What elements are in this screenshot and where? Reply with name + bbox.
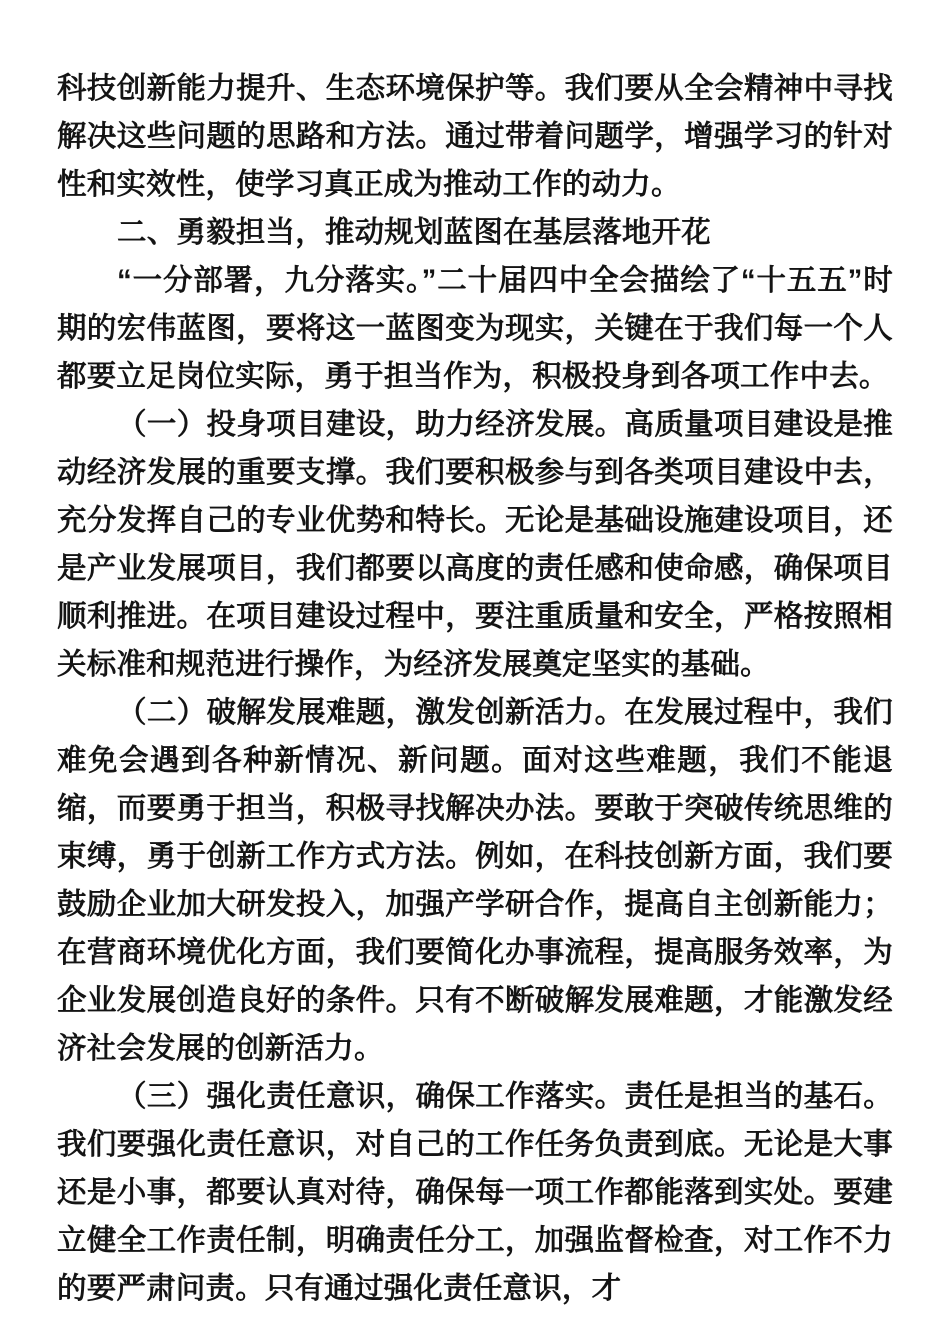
paragraph-item-three: （三）强化责任意识，确保工作落实。责任是担当的基石。我们要强化责任意识，对自己的工作任务负责到底。无论是大事还是小事，都要认真对待，确保每一项工作都能落到实处。要建立健全工作责任制，明确责任分工，加强监督检查，对工作不力的要严肃问责。只有通过强化责任意识，才 <box>57 1080 893 1305</box>
section-heading-two: 二、勇毅担当，推动规划蓝图在基层落地开花 <box>117 216 712 249</box>
paragraph-blueprint: “一分部署，九分落实。”二十届四中全会描绘了“十五五”时期的宏伟蓝图，要将这一蓝图变为现实，关键在于我们每一个人都要立足岗位实际，勇于担当作为，积极投身到各项工作中去。 <box>57 264 893 393</box>
document-body <box>57 65 893 1313</box>
paragraph-item-one: （一）投身项目建设，助力经济发展。高质量项目建设是推动经济发展的重要支撑。我们要积极参与到各类项目建设中去，充分发挥自己的专业优势和特长。无论是基础设施建设项目，还是产业发展项目，我们都要以高度的责任感和使命感，确保项目顺利推进。在项目建设过程中，要注重质量和安全，严格按照相关标准和规范进行操作，为经济发展奠定坚实的基础。 <box>57 408 893 681</box>
paragraph-item-two: （二）破解发展难题，激发创新活力。在发展过程中，我们难免会遇到各种新情况、新问题。面对这些难题，我们不能退缩，而要勇于担当，积极寻找解决办法。要敢于突破传统思维的束缚，勇于创新工作方式方法。例如，在科技创新方面，我们要鼓励企业加大研发投入，加强产学研合作，提高自主创新能力；在营商环境优化方面，我们要简化办事流程，提高服务效率，为企业发展创造良好的条件。只有不断破解发展难题，才能激发经济社会发展的创新活力。 <box>57 696 893 1065</box>
paragraph-continuation: 科技创新能力提升、生态环境保护等。我们要从全会精神中寻找解决这些问题的思路和方法。通过带着问题学，增强学习的针对性和实效性，使学习真正成为推动工作的动力。 <box>57 72 893 201</box>
